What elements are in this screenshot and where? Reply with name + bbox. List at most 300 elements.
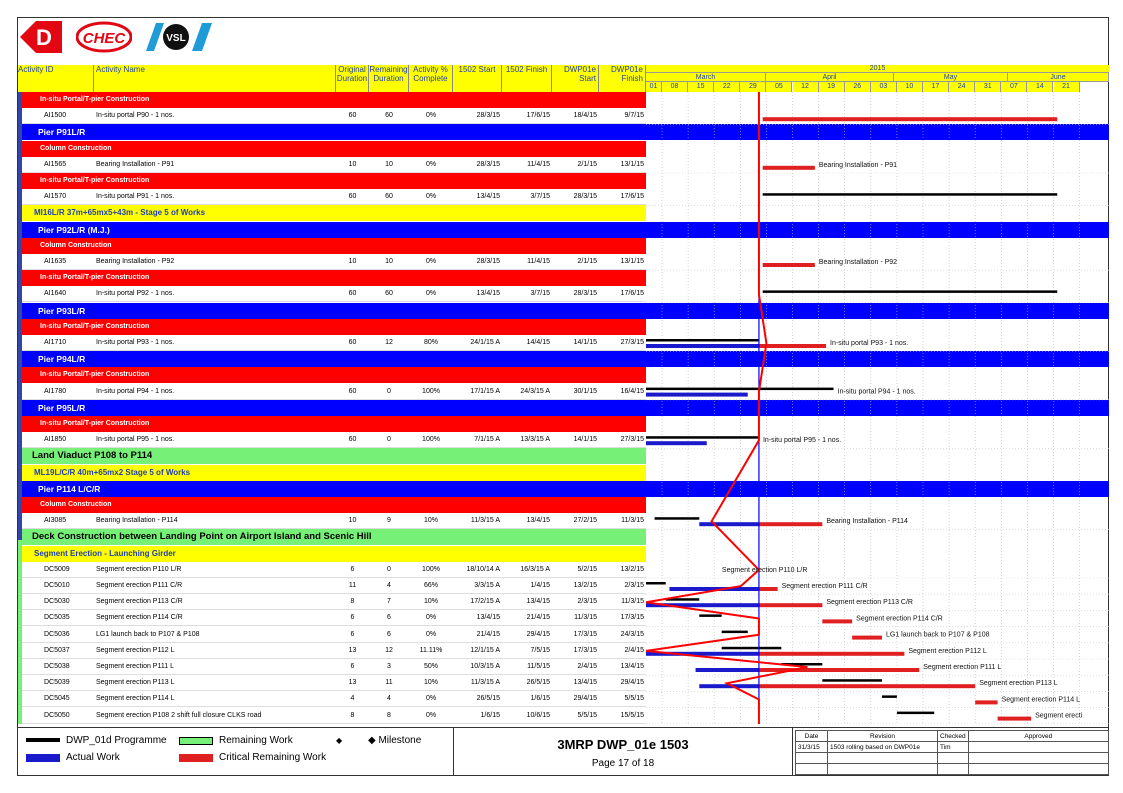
col-header-dwp-start: DWP01e Start xyxy=(552,65,599,92)
cell-dwp-finish: 13/1/15 xyxy=(620,258,644,265)
cell-dwp-start: 5/2/15 xyxy=(577,565,597,573)
cell-dwp-finish: 16/4/15 xyxy=(620,387,644,395)
cell-1502-finish: 11/4/15 xyxy=(527,258,550,265)
cell-original-duration: 6 xyxy=(350,565,355,573)
timeline-week: 21 xyxy=(1054,82,1080,92)
col-header-activity-name: Activity Name xyxy=(94,65,336,92)
gantt-bar-label: Segment erection P113 C/R xyxy=(826,599,913,607)
timeline-week: 03 xyxy=(871,82,897,92)
actual-work-bar xyxy=(646,393,748,397)
cell-original-duration: 60 xyxy=(348,436,357,444)
critical-remaining-bar xyxy=(759,587,778,591)
cell-dwp-start: 28/3/15 xyxy=(573,193,597,201)
activity-row[interactable] xyxy=(18,384,646,400)
rev-date: 31/3/15 xyxy=(796,742,828,753)
activity-row[interactable] xyxy=(18,691,646,707)
cell-remaining-duration: 10 xyxy=(385,160,393,168)
cell-original-duration: 4 xyxy=(350,695,355,703)
cell-dwp-finish: 17/6/15 xyxy=(620,290,644,298)
group-band-red[interactable]: In-situ Portal/T-pier Construction xyxy=(18,92,646,108)
group-band-red[interactable]: In-situ Portal/T-pier Construction xyxy=(18,367,646,383)
col-header-original-duration: Original Duration xyxy=(336,65,369,92)
legend-swatch-actual xyxy=(26,754,60,762)
activity-row[interactable] xyxy=(18,513,646,529)
cell-dwp-start: 2/1/15 xyxy=(577,258,597,265)
cell-activity-pct: 10% xyxy=(423,679,438,687)
cell-activity-id: DC5036 xyxy=(44,630,70,638)
cell-1502-finish: 13/4/15 xyxy=(526,598,550,606)
cell-remaining-duration: 0 xyxy=(387,565,391,573)
cell-1502-start: 1/6/15 xyxy=(480,711,500,719)
cell-dwp-finish: 17/6/15 xyxy=(620,193,644,201)
activity-row[interactable] xyxy=(18,189,646,205)
cell-dwp-start: 28/3/15 xyxy=(573,290,597,298)
cell-1502-finish: 14/4/15 xyxy=(526,339,550,346)
cell-remaining-duration: 12 xyxy=(385,339,393,346)
cell-dwp-start: 27/2/15 xyxy=(573,517,597,525)
cell-dwp-start: 17/3/15 xyxy=(573,646,597,654)
cell-dwp-start: 18/4/15 xyxy=(573,112,597,120)
cell-activity-name: Segment erection P114 C/R xyxy=(96,614,183,622)
timeline-week: 15 xyxy=(688,82,714,92)
legend-milestone: ◆ Milestone xyxy=(368,735,422,746)
cell-original-duration: 6 xyxy=(350,614,355,622)
timeline-year: 2015 xyxy=(646,65,1109,73)
programme-bar xyxy=(882,695,897,698)
group-band-red[interactable]: Column Construction xyxy=(18,141,646,157)
cell-dwp-start: 17/3/15 xyxy=(573,630,597,638)
cell-original-duration: 60 xyxy=(348,290,357,298)
cell-activity-id: AI3085 xyxy=(44,517,67,525)
programme-bar xyxy=(655,517,700,520)
cell-1502-start: 13/4/15 xyxy=(476,193,500,201)
cell-1502-finish: 26/5/15 xyxy=(526,679,550,687)
cell-activity-id: DC5037 xyxy=(44,646,70,654)
cell-activity-name: Segment erection P111 L xyxy=(96,663,174,670)
rev-header-approved: Approved xyxy=(968,731,1108,742)
cell-original-duration: 13 xyxy=(348,679,357,687)
gantt-bar-label: Segment erection P111 L xyxy=(923,664,1002,671)
legend-milestone-diamond: ◆ xyxy=(336,736,343,745)
gantt-bar-label: Segment erection P114 C/R xyxy=(856,615,943,623)
cell-dwp-start: 2/1/15 xyxy=(577,160,597,168)
programme-bar xyxy=(646,339,759,342)
activity-row[interactable] xyxy=(18,157,646,173)
company-logos xyxy=(18,18,278,66)
chec-logo xyxy=(76,21,132,53)
timeline-week: 22 xyxy=(714,82,740,92)
rev-approved xyxy=(968,742,1108,753)
cell-dwp-finish: 24/3/15 xyxy=(620,630,644,638)
legend-programme: DWP_01d Programme xyxy=(66,735,167,746)
cell-remaining-duration: 3 xyxy=(387,663,391,670)
cell-dwp-finish: 13/4/15 xyxy=(620,663,644,670)
cell-activity-pct: 100% xyxy=(422,565,440,573)
cell-dwp-finish: 2/4/15 xyxy=(624,646,644,654)
cell-activity-pct: 80% xyxy=(423,339,438,346)
cell-1502-start: 3/3/15 A xyxy=(474,582,500,589)
group-band-yellow[interactable]: ML19L/C/R 40m+65mx2 Stage 5 of Works xyxy=(18,465,646,481)
logo-vsl-text: VSL xyxy=(166,33,186,44)
cell-dwp-finish: 5/5/15 xyxy=(624,695,644,703)
critical-remaining-bar xyxy=(759,652,904,656)
cell-activity-name: Segment erection P114 L xyxy=(96,695,175,703)
timeline-week: 24 xyxy=(949,82,975,92)
cell-activity-id: AI1635 xyxy=(44,258,67,265)
cell-1502-start: 17/2/15 A xyxy=(470,598,500,606)
critical-remaining-bar xyxy=(759,684,975,688)
cell-remaining-duration: 0 xyxy=(387,387,391,395)
cell-1502-start: 13/4/15 xyxy=(476,614,500,622)
cell-1502-start: 11/3/15 A xyxy=(470,517,500,525)
gantt-bar-label: Segment erection P113 L xyxy=(979,680,1058,688)
cell-activity-name: In-situ portal P92 - 1 nos. xyxy=(96,290,175,298)
cell-remaining-duration: 9 xyxy=(387,517,391,525)
cell-original-duration: 6 xyxy=(350,630,355,638)
cell-dwp-start: 5/5/15 xyxy=(577,711,597,719)
cell-original-duration: 6 xyxy=(350,663,355,670)
gantt-bar-label: Segment erection P110 L/R xyxy=(721,566,808,574)
cell-activity-pct: 0% xyxy=(425,630,437,638)
cell-activity-name: Segment erection P111 C/R xyxy=(96,582,183,589)
cell-activity-name: LG1 launch back to P107 & P108 xyxy=(96,630,200,638)
cell-1502-finish: 13/4/15 xyxy=(526,517,550,525)
cell-1502-start: 24/1/15 A xyxy=(470,339,500,346)
cell-1502-finish: 7/5/15 xyxy=(530,646,550,654)
cell-original-duration: 10 xyxy=(348,258,357,265)
dragages-logo xyxy=(20,21,62,53)
cell-dwp-start: 30/1/15 xyxy=(573,387,597,395)
cell-1502-finish: 3/7/15 xyxy=(530,193,550,201)
critical-remaining-bar xyxy=(998,717,1032,721)
cell-1502-start: 13/4/15 xyxy=(476,290,500,298)
gantt-bar-label: LG1 launch back to P107 & P108 xyxy=(885,631,990,639)
cell-activity-name: In-situ portal P94 - 1 nos. xyxy=(96,387,175,395)
legend-swatch-programme xyxy=(26,738,60,742)
group-band-blue[interactable]: Pier P91L/R xyxy=(18,124,1109,140)
cell-1502-finish: 13/3/15 A xyxy=(520,436,550,444)
programme-bar xyxy=(646,582,666,585)
timeline-week: 01 xyxy=(646,82,662,92)
cell-original-duration: 60 xyxy=(348,387,357,395)
left-stripe-blue xyxy=(18,92,22,540)
group-band-green[interactable]: Deck Construction between Landing Point on Airport Island and Scenic Hill xyxy=(18,529,646,545)
cell-activity-id: AI1570 xyxy=(44,193,67,201)
cell-1502-start: 28/3/15 xyxy=(476,258,500,265)
cell-1502-start: 18/10/14 A xyxy=(466,565,500,573)
cell-dwp-finish: 29/4/15 xyxy=(620,679,644,687)
group-band-yellow[interactable]: MI16L/R 37m+65mx5+43m - Stage 5 of Works xyxy=(18,205,646,221)
cell-original-duration: 60 xyxy=(348,112,357,120)
activity-row[interactable] xyxy=(18,108,646,124)
timeline-week: 07 xyxy=(1001,82,1027,92)
cell-1502-start: 7/1/15 A xyxy=(474,436,500,444)
programme-bar xyxy=(822,679,882,682)
gantt-chart xyxy=(646,92,1109,724)
cell-remaining-duration: 0 xyxy=(387,436,391,444)
cell-activity-pct: 0% xyxy=(425,614,437,622)
timeline-week: 31 xyxy=(975,82,1001,92)
cell-activity-pct: 0% xyxy=(425,193,437,201)
group-band-red[interactable]: In-situ Portal/T-pier Construction xyxy=(18,416,646,432)
cell-remaining-duration: 11 xyxy=(385,679,393,687)
legend-swatch-critical xyxy=(179,754,213,762)
activity-row[interactable] xyxy=(18,562,646,578)
timeline-week: 19 xyxy=(819,82,845,92)
critical-remaining-bar xyxy=(763,263,815,267)
cell-original-duration: 8 xyxy=(350,711,355,719)
cell-activity-name: Bearing Installation - P114 xyxy=(96,517,178,525)
activity-row[interactable] xyxy=(18,659,646,675)
group-band-blue[interactable]: Pier P92L/R (M.J.) xyxy=(18,222,1109,238)
timeline-week: 12 xyxy=(793,82,819,92)
timeline-month: March xyxy=(646,73,766,82)
cell-1502-finish: 21/4/15 xyxy=(526,614,550,622)
cell-activity-pct: 0% xyxy=(425,160,437,168)
cell-activity-id: DC5010 xyxy=(44,582,70,589)
cell-activity-id: DC5050 xyxy=(44,711,70,719)
group-band-red[interactable]: In-situ Portal/T-pier Construction xyxy=(18,319,646,335)
cell-remaining-duration: 4 xyxy=(387,695,391,703)
cell-1502-finish: 24/3/15 A xyxy=(520,387,550,395)
timeline-week: 29 xyxy=(740,82,766,92)
cell-original-duration: 8 xyxy=(350,598,355,606)
activity-row[interactable] xyxy=(18,675,646,691)
cell-remaining-duration: 6 xyxy=(387,630,391,638)
gantt-bar-label: Bearing Installation - P92 xyxy=(818,259,898,266)
activity-row[interactable] xyxy=(18,432,646,448)
cell-dwp-start: 14/1/15 xyxy=(573,436,597,444)
critical-remaining-bar xyxy=(763,117,1058,121)
activity-row[interactable] xyxy=(18,627,646,643)
title-block xyxy=(453,728,793,776)
cell-dwp-finish: 11/3/15 xyxy=(621,517,644,525)
activity-row[interactable] xyxy=(18,254,646,270)
cell-1502-finish: 16/3/15 A xyxy=(520,565,550,573)
cell-original-duration: 13 xyxy=(348,646,357,654)
cell-activity-name: Segment erection P108 2 shift full closure CLKS road xyxy=(96,711,262,719)
rev-description: 1503 rolling based on DWP01e xyxy=(828,742,938,753)
gantt-bar-label: Segment erection P111 C/R xyxy=(781,583,868,590)
gantt-bar-label: Bearing Installation - P91 xyxy=(818,161,898,169)
programme-bar xyxy=(722,647,782,650)
critical-remaining-bar xyxy=(759,603,822,607)
legend-swatch-remaining xyxy=(179,737,213,745)
programme-bar xyxy=(763,290,1058,293)
col-header-remaining-duration: Remaining Duration xyxy=(369,65,409,92)
cell-1502-finish: 3/7/15 xyxy=(530,290,550,298)
cell-dwp-start: 29/4/15 xyxy=(573,695,597,703)
cell-dwp-finish: 13/1/15 xyxy=(620,160,644,168)
cell-activity-name: Bearing Installation - P92 xyxy=(96,258,175,265)
cell-activity-pct: 66% xyxy=(423,582,438,589)
cell-1502-finish: 11/4/15 xyxy=(527,160,550,168)
cell-remaining-duration: 7 xyxy=(387,598,391,606)
cell-activity-pct: 0% xyxy=(425,112,437,120)
group-band-blue[interactable]: Pier P94L/R xyxy=(18,351,1109,367)
group-band-blue[interactable]: Pier P95L/R xyxy=(18,400,1109,416)
activity-row[interactable] xyxy=(18,286,646,302)
cell-dwp-start: 14/1/15 xyxy=(573,339,597,346)
group-band-red[interactable]: Column Construction xyxy=(18,497,646,513)
cell-dwp-finish: 27/3/15 xyxy=(620,436,644,444)
activity-row[interactable] xyxy=(18,335,646,351)
cell-activity-name: Segment erection P113 L xyxy=(96,679,175,687)
cell-remaining-duration: 8 xyxy=(387,711,391,719)
critical-remaining-bar xyxy=(852,636,882,640)
cell-activity-name: In-situ portal P90 - 1 nos. xyxy=(96,112,175,120)
cell-dwp-finish: 27/3/15 xyxy=(620,339,644,346)
cell-activity-pct: 0% xyxy=(425,258,437,265)
col-header-dwp-finish: DWP01e Finish xyxy=(599,65,646,92)
cell-activity-name: Segment erection P112 L xyxy=(96,646,175,654)
cell-1502-start: 21/4/15 xyxy=(476,630,500,638)
cell-activity-pct: 10% xyxy=(423,598,438,606)
cell-activity-id: AI1640 xyxy=(44,290,67,298)
actual-work-bar xyxy=(696,668,759,672)
cell-remaining-duration: 4 xyxy=(387,582,391,589)
cell-dwp-finish: 2/3/15 xyxy=(624,582,644,589)
timeline-week: 17 xyxy=(923,82,949,92)
rev-checked: Tim xyxy=(938,742,969,753)
cell-original-duration: 11 xyxy=(348,582,357,589)
activity-row[interactable] xyxy=(18,594,646,610)
critical-remaining-bar xyxy=(763,166,815,170)
vsl-logo xyxy=(142,21,214,53)
cell-activity-id: DC5030 xyxy=(44,598,70,606)
programme-bar xyxy=(722,631,748,634)
cell-remaining-duration: 60 xyxy=(385,193,393,201)
group-band-red[interactable]: Column Construction xyxy=(18,238,646,254)
activity-row[interactable] xyxy=(18,643,646,659)
gantt-bar-label: In-situ portal P93 - 1 nos. xyxy=(830,340,909,347)
cell-dwp-finish: 11/3/15 xyxy=(621,598,644,606)
gantt-bar-label: Segment erecti xyxy=(1035,712,1083,720)
cell-dwp-start: 2/3/15 xyxy=(577,598,597,606)
cell-activity-id: AI1850 xyxy=(44,436,67,444)
cell-activity-pct: 100% xyxy=(422,387,440,395)
revision-table xyxy=(795,730,1109,775)
page-number: Page 17 of 18 xyxy=(591,758,655,769)
critical-remaining-bar xyxy=(975,700,997,704)
gantt-bar-label: In-situ portal P95 - 1 nos. xyxy=(762,437,842,445)
cell-1502-start: 12/1/15 A xyxy=(470,646,500,654)
logo-chec-text: CHEC xyxy=(82,30,126,47)
cell-activity-id: DC5038 xyxy=(44,663,70,670)
timeline-week: 14 xyxy=(1027,82,1053,92)
cell-dwp-start: 13/4/15 xyxy=(573,679,597,687)
cell-activity-id: DC5039 xyxy=(44,679,70,687)
cell-activity-name: In-situ portal P91 - 1 nos. xyxy=(96,193,175,201)
col-header-activity-pct: Activity % Complete xyxy=(409,65,453,92)
cell-activity-pct: 0% xyxy=(425,695,437,703)
left-stripe-green xyxy=(18,540,22,724)
cell-activity-name: In-situ portal P95 - 1 nos. xyxy=(96,436,175,444)
gantt-bar-label: In-situ portal P94 - 1 nos. xyxy=(837,388,916,396)
timeline-week: 10 xyxy=(897,82,923,92)
timeline-week: 26 xyxy=(845,82,871,92)
actual-work-bar xyxy=(699,522,759,526)
cell-original-duration: 60 xyxy=(348,193,357,201)
cell-activity-pct: 0% xyxy=(425,290,437,298)
cell-activity-pct: 11.11% xyxy=(419,646,443,654)
legend-remaining: Remaining Work xyxy=(219,735,293,746)
group-band-blue[interactable]: Pier P114 L/C/R xyxy=(18,481,1109,497)
cell-original-duration: 60 xyxy=(348,339,357,346)
activity-row[interactable] xyxy=(18,578,646,594)
cell-1502-finish: 1/4/15 xyxy=(530,582,550,589)
gantt-bar-label: Segment erection P114 L xyxy=(1001,696,1081,704)
cell-remaining-duration: 60 xyxy=(385,112,393,120)
cell-activity-id: AI1500 xyxy=(44,112,67,120)
cell-1502-finish: 1/6/15 xyxy=(530,695,550,703)
actual-work-bar xyxy=(646,441,707,445)
cell-dwp-finish: 9/7/15 xyxy=(624,112,644,120)
cell-activity-id: AI1780 xyxy=(44,387,67,395)
cell-remaining-duration: 6 xyxy=(387,614,391,622)
cell-dwp-start: 11/3/15 xyxy=(574,614,597,622)
logo-d-letter: D xyxy=(36,25,52,50)
timeline-week: 05 xyxy=(766,82,792,92)
cell-activity-name: In-situ portal P93 - 1 nos. xyxy=(96,339,175,346)
group-band-blue[interactable]: Pier P93L/R xyxy=(18,303,1109,319)
legend-actual: Actual Work xyxy=(66,752,120,763)
cell-1502-finish: 29/4/15 xyxy=(526,630,550,638)
actual-work-bar xyxy=(646,344,759,348)
cell-activity-pct: 0% xyxy=(425,711,437,719)
group-band-yellow[interactable]: Segment Erection - Launching Girder xyxy=(18,546,646,562)
col-header-1502-start: 1502 Start xyxy=(453,65,502,92)
cell-activity-id: AI1710 xyxy=(44,339,67,346)
critical-remaining-bar xyxy=(759,344,826,348)
schedule-title: 3MRP DWP_01e 1503 xyxy=(557,737,689,752)
cell-activity-pct: 50% xyxy=(423,663,438,670)
programme-bar xyxy=(699,614,721,617)
cell-activity-id: DC5035 xyxy=(44,614,70,622)
cell-dwp-start: 2/4/15 xyxy=(577,663,597,670)
cell-activity-pct: 10% xyxy=(423,517,438,525)
programme-bar xyxy=(646,388,834,391)
cell-dwp-finish: 17/3/15 xyxy=(620,614,644,622)
cell-1502-finish: 10/6/15 xyxy=(526,711,550,719)
cell-1502-start: 11/3/15 A xyxy=(470,679,500,687)
programme-bar xyxy=(897,712,934,715)
timeline-week: 08 xyxy=(662,82,688,92)
cell-activity-id: AI1565 xyxy=(44,160,67,168)
cell-activity-id: DC5045 xyxy=(44,695,70,703)
cell-1502-start: 26/5/15 xyxy=(476,695,500,703)
cell-remaining-duration: 60 xyxy=(385,290,393,298)
cell-original-duration: 10 xyxy=(348,160,357,168)
cell-1502-finish: 11/5/15 xyxy=(527,663,550,670)
group-band-red[interactable]: In-situ Portal/T-pier Construction xyxy=(18,270,646,286)
cell-1502-start: 10/3/15 A xyxy=(470,663,500,670)
timeline-month: April xyxy=(766,73,894,82)
cell-activity-name: Segment erection P110 L/R xyxy=(96,565,182,573)
cell-1502-start: 28/3/15 xyxy=(476,112,500,120)
col-header-activity-id: Activity ID xyxy=(18,65,94,92)
activity-row[interactable] xyxy=(18,610,646,626)
critical-remaining-bar xyxy=(759,522,822,526)
group-band-green[interactable]: Land Viaduct P108 to P114 xyxy=(18,448,646,464)
progress-line xyxy=(646,92,807,724)
rev-header-checked: Checked xyxy=(938,731,969,742)
cell-activity-name: Segment erection P113 C/R xyxy=(96,598,183,606)
group-band-red[interactable]: In-situ Portal/T-pier Construction xyxy=(18,173,646,189)
cell-original-duration: 10 xyxy=(348,517,357,525)
activity-row[interactable] xyxy=(18,708,646,724)
col-header-1502-finish: 1502 Finish xyxy=(502,65,552,92)
